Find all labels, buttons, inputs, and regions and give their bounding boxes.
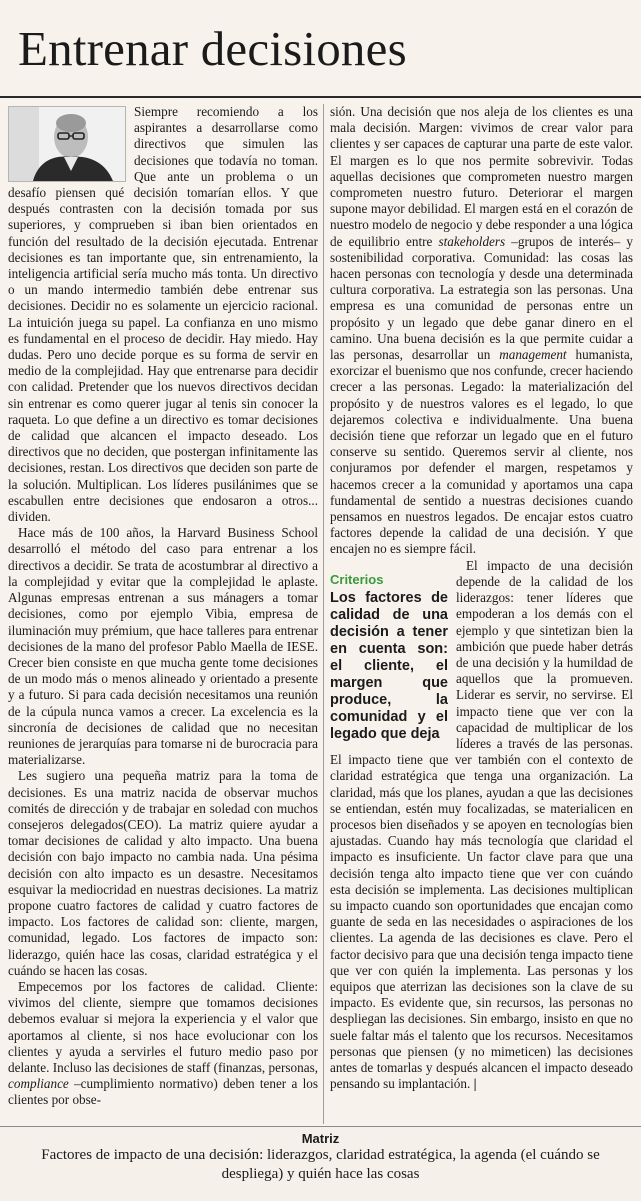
- matriz-box: [0, 1126, 641, 1201]
- paragraph-5-part-a: sión. Una decisión que nos aleja de los clientes es una mala decisión. Margen: vivimos de crear valor para clientes y ser capaces de capturar una parte de este valor. El margen es lo que nos permite sobrevivir. Todas aquellas decisiones que comprometen nuestro margen comprometen nuestro futuro. Deteriorar el margen supone mayor debilidad. El margen está en el corazón de nuestro modelo de negocio y debe responder a una lógica de equilibrio entre: [330, 104, 633, 249]
- paragraph-5-part-b: –grupos de interés– y sostenibilidad corporativa. Comunidad: las cosas las hacen personas con tecnología y desde una determinada cultura corporativa. La estrategia son las personas. Una empresa es una comunidad de personas entre un propósito y un legado que debe ganar dinero en el camino. Una buena decisión es la que permite cuidar a las personas, desarrollar un: [330, 233, 633, 363]
- paragraph-4-part-b: –cumplimiento normativo) deben tener a los clientes por obse-: [8, 1076, 318, 1108]
- paragraph-5-part-c: humanista, exorcizar el buenismo que nos confunde, crecer haciendo crecer a las personas. Legado: la materialización del propósito y de nuestros valores es el legado, lo que dejaremos colectiva e individualmente. Una buena decisión tiene que reforzar un legado que en el futuro conserve su sentido. Queremos servir al cliente, nos conjuramos por defender el margen, respetamos y hacemos crecer a la comunidad y aportamos una capa fundamental de sentido a nuestras decisiones cuando pensamos en nuestros legados. De encajar estos cuatro factores depende la calidad de una decisión. Y que encajen no es siempre fácil.: [330, 347, 633, 557]
- compliance-term: compliance: [8, 1076, 69, 1092]
- author-photo-icon: [9, 107, 125, 181]
- headline: Entrenar decisiones: [18, 21, 407, 76]
- right-column: [330, 104, 633, 1126]
- end-mark: |: [473, 1076, 477, 1092]
- stakeholders-term: stakeholders: [438, 233, 506, 249]
- left-column: [8, 104, 318, 1126]
- matriz-text: Factores de impacto de una decisión: liderazgos, claridad estratégica, la agenda (el cuándo se despliega) y quién hace las cosas: [41, 1147, 600, 1182]
- paragraph-4: [8, 979, 318, 1109]
- paragraph-6-text: El impacto de una decisión depende de la calidad de los liderazgos: tener líderes que empoderan a los demás con el ejemplo y que sintetizan bien la ambición que puede haber detrás de una decisión y la humildad de aquellos que la promueven. Liderar es servir, no servirse. El impacto tiene que ver con la capacidad de multiplicar de los líderes a través de las personas. El impacto tiene que ver también con el contexto de claridad estratégica que tenga una organización. La claridad, más que los planes, ayudan a que las decisiones se entiendan, estén muy focalizadas, se materialicen en procesos bien diseñados y se apoyen en tecnologías bien ajustadas. Cuando hay más tecnología que claridad el impacto es insuficiente. Un factor clave para que una decisión tenga alto impacto tiene que ver con cuándo esta decisión se implementa. Las decisiones multiplican su impacto cuando son oportunidades que encajan como guante de seda en las necesidades o aspiraciones de los clientes. La agenda de las decisiones es clave. Pero el factor decisivo para que una decisión tenga impacto tiene que ver con quién la implementa. Las personas y los equipos que aterrizan las decisiones son la clave de su impacto. Es evidente que, sin recursos, las personas no despliegan las decisiones. Sin embargo, insisto en que no suele faltar más el talento que los recursos. Necesitamos personas que piensen (y no mimeticen) las decisiones antes de tomarlas y después alcancen el impacto deseado pensando su implantación.: [330, 557, 633, 1092]
- headline-rule: [0, 96, 641, 98]
- pullquote-text: Los factores de calidad de una decisión a tener en cuenta son: el cliente, el margen que produce, la comunidad y el legado que deja: [330, 589, 448, 742]
- management-term: management: [499, 347, 567, 363]
- paragraph-4-part-a: Empecemos por los factores de calidad. Cliente: vivimos del cliente, siempre que tomamos decisiones debemos evaluar si mejora la experiencia y el valor que aportamos al cliente, si nos hace evolucionar con los clientes y ayuda a servirles el futuro medio paso por delante. Incluso las decisiones de staff (finanzas, personas,: [8, 978, 318, 1075]
- pullquote: [330, 570, 448, 743]
- pullquote-label: Criterios: [330, 571, 384, 587]
- paragraph-2: Hace más de 100 años, la Harvard Business School desarrolló el método del caso para entrenar a los directivos a decidir. Se trata de acostumbrar al directivo a la complejidad y evitar que la complejidad le aplaste. Algunas empresas entrenan a sus mánagers a tomar decisiones, como por ejemplo Vibia, empresa de iluminación muy prémium, que hace talleres para entrenar decisiones de la mano del profesor Pablo Maella de IESE. Crecer bien consiste en que mucha gente tome decisiones de un modo más o menos alineado y orientado a presente y a futuro. Si para cada decisión necesitamos una reunión de la cúpula nunca vamos a crecer. La excelencia es la sincronía de decisiones de calidad que no necesitan reuniones de jerarquías para tomarse ni de burocracia para materializarse.: [8, 525, 318, 768]
- paragraph-1: Siempre recomiendo a los aspirantes a desarrollarse como directivos que simulen las decisiones que todavía no toman. Que ante un problema o un desafío piensen qué decisión tomarían ellos. Y que después contrasten con la decisión tomada por sus superiores, y comprueben si iban bien orientados en función del resultado de la decisión ejecutada. Entrenar decisiones es tan importante que, sin entrenamiento, la inteligencia artificial sería mucho más tonta. Un directivo o un mando intermedio también debe entrenar sus decisiones. Decidir no es solamente un ejercicio racional. La intuición juega su papel. La confianza en uno mismo es fundamental en el proceso de decidir. Hay miedo. Hay dudas. Pero uno decide porque es su forma de servir en medio de la complejidad. Hay que entrenarse para decidir con calidad. Pretender que los nuevos directivos decidan sin entrenar es como querer jugar al tenis sin conocer la raqueta. Lo que define a un directivo es tomar decisiones de calidad que alcancen el impacto deseado. Los directivos que no deciden, que postergan infinitamente las decisiones, restan. Los directivos que deciden son parte de la solución. Multiplican. Los líderes pusilánimes que se escabullen entre decisiones que endosaron a otros... dividen.: [8, 104, 318, 525]
- author-photo: [8, 106, 126, 182]
- paragraph-5: [330, 104, 633, 558]
- paragraph-3: Les sugiero una pequeña matriz para la toma de decisiones. Es una matriz nacida de observar muchos comités de dirección y de trabajar en soledad con muchos consejeros delegados(CEO). La matriz quiere ayudar a tomar decisiones de calidad y alto impacto. Una buena decisión con bajo impacto no cambia nada. Una pésima decisión con alto impacto es un desastre. Necesitamos esquivar la mediocridad en nuestras decisiones. La matriz propone cuatro factores de calidad y cuatro factores de impacto. Los factores de calidad son: cliente, margen, comunidad, legado. Los factores de impacto son: liderazgo, quién hace las cosas, claridad estratégica y el cuándo se hacen las cosas.: [8, 768, 318, 978]
- matriz-title: Matriz: [301, 1131, 340, 1146]
- column-divider: [323, 104, 324, 1124]
